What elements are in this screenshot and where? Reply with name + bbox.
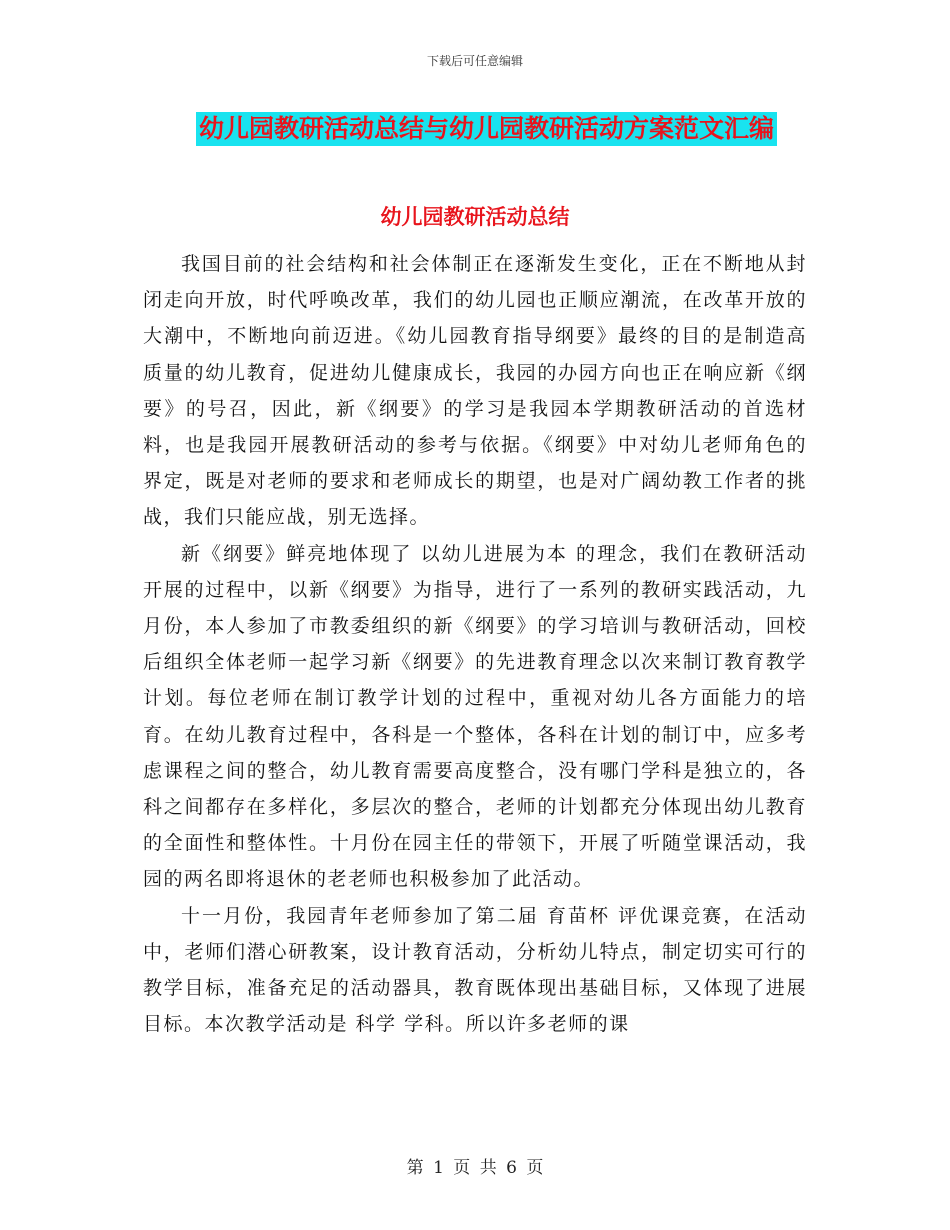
section-title: 幼儿园教研活动总结 (380, 205, 570, 229)
body-paragraph: 十一月份，我园青年老师参加了第二届 育苗杯 评优课竞赛，在活动中，老师们潜心研教案，设计教育活动，分析幼儿特点，制定切实可行的教学目标，准备充足的活动器具，教育既体现出基础目标，又体现了进展目标。本次教学活动是 科学 学科。所以许多老师的课 (143, 904, 807, 1036)
body-paragraph: 新《纲要》鲜亮地体现了 以幼儿进展为本 的理念，我们在教研活动开展的过程中，以新《纲要》为指导，进行了一系列的教研实践活动，九月份，本人参加了市教委组织的新《纲要》的学习培训与教研活动，回校后组织全体老师一起学习新《纲要》的先进教育理念以次来制订教育教学计划。每位老师在制订教学计划的过程中，重视对幼儿各方面能力的培育。在幼儿教育过程中，各科是一个整体，各科在计划的制订中，应多考虑课程之间的整合，幼儿教育需要高度整合，没有哪门学科是独立的，各科之间都存在多样化，多层次的整合，老师的计划都充分体现出幼儿教育的全面性和整体性。十月份在园主任的带领下，开展了听随堂课活动，我园的两名即将退休的老老师也积极参加了此活动。 (143, 542, 807, 891)
page-number-footer: 第 1 页 共 6 页 (406, 1158, 544, 1178)
document-title: 幼儿园教研活动总结与幼儿园教研活动方案范文汇编 (196, 112, 777, 146)
body-paragraph: 我国目前的社会结构和社会体制正在逐渐发生变化，正在不断地从封闭走向开放，时代呼唤改革，我们的幼儿园也正顺应潮流，在改革开放的大潮中，不断地向前迈进。《幼儿园教育指导纲要》最终的目的是制造高质量的幼儿教育，促进幼儿健康成长，我园的办园方向也正在响应新《纲要》的号召，因此，新《纲要》的学习是我园本学期教研活动的首选材料，也是我园开展教研活动的参考与依据。《纲要》中对幼儿老师角色的界定，既是对老师的要求和老师成长的期望，也是对广阔幼教工作者的挑战，我们只能应战，别无选择。 (143, 253, 807, 529)
document-body (143, 246, 807, 1042)
page-header-note: 下载后可任意编辑 (426, 54, 523, 68)
